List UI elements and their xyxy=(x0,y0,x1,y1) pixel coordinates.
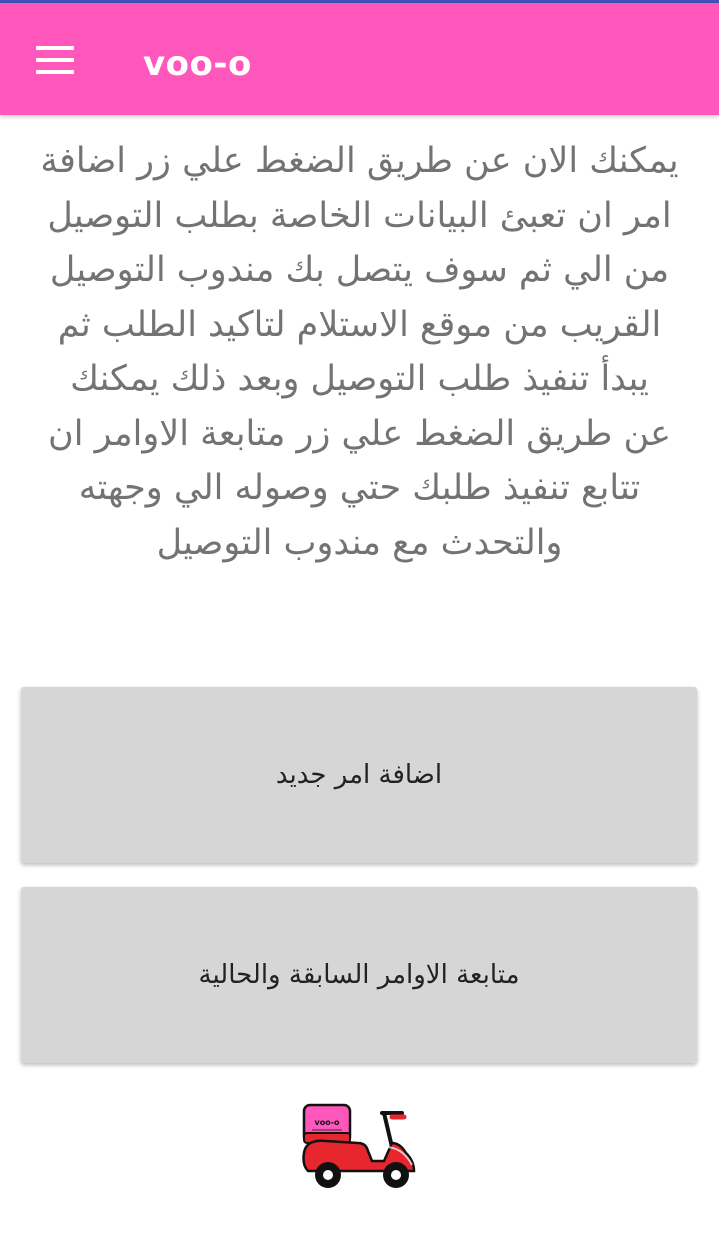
instructions-line: تتابع تنفيذ طلبك حتي وصوله الي وجهته xyxy=(78,468,641,508)
instructions-line: من الي ثم سوف يتصل بك مندوب التوصيل xyxy=(49,250,670,290)
instructions-line: والتحدث مع مندوب التوصيل xyxy=(156,522,563,563)
add-new-order-button[interactable] xyxy=(21,687,697,863)
instructions-line: القريب من موقع الاستلام لتاكيد الطلب ثم xyxy=(57,304,662,345)
instructions-line: عن طريق الضغط علي زر متابعة الاوامر ان xyxy=(48,413,671,454)
logo-text: voo-o xyxy=(314,1118,340,1127)
track-orders-button[interactable] xyxy=(21,887,697,1063)
app-bar xyxy=(0,3,719,115)
delivery-scooter-logo xyxy=(300,1103,418,1193)
instructions-line: يمكنك الان عن طريق الضغط علي زر اضافة xyxy=(40,141,679,181)
instructions-line: يبدأ تنفيذ طلب التوصيل وبعد ذلك يمكنك xyxy=(70,359,649,399)
menu-button[interactable] xyxy=(20,25,90,95)
app-title: voo-o xyxy=(143,44,252,84)
add-new-order-label: اضافة امر جديد xyxy=(275,760,443,790)
track-orders-label: متابعة الاوامر السابقة والحالية xyxy=(198,960,520,990)
hamburger-menu-icon xyxy=(36,46,74,74)
instructions-text xyxy=(0,134,719,570)
instructions-line: امر ان تعبئ البيانات الخاصة بطلب التوصيل xyxy=(47,195,672,236)
